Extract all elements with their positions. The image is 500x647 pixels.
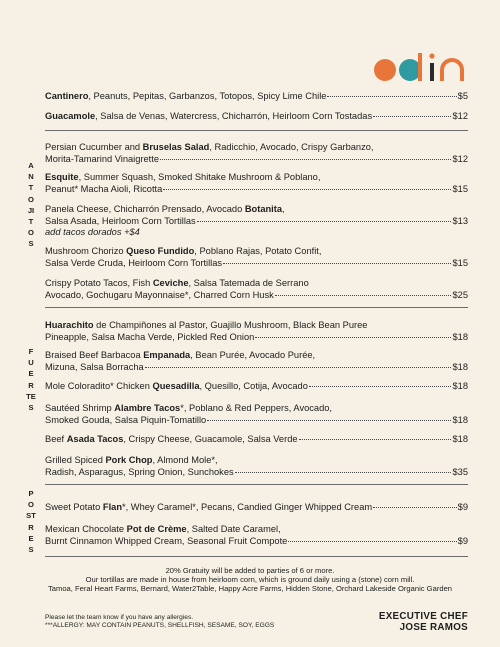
price: $18 [452, 331, 468, 342]
section-divider [45, 556, 468, 557]
dish-name: Empanada [143, 350, 191, 360]
price: $18 [452, 361, 468, 372]
menu-item-pork-chop: Grilled Spiced Pork Chop, Almond Mole*, Radish, Asparagus, Spring Onion, Sunchokes $35 [45, 455, 468, 477]
menu-item-asada-tacos: Beef Asada Tacos, Crispy Cheese, Guacamole, Salsa Verde $18 [45, 434, 468, 444]
price: $13 [452, 215, 468, 226]
section-label-fuertes: FUERTES [26, 347, 36, 413]
price: $5 [457, 91, 468, 101]
dish-name: Pork Chop [105, 455, 153, 465]
chef-title: EXECUTIVE CHEF [378, 611, 468, 622]
menu-item-huarachito: Huarachito de Champiñones al Pastor, Guajillo Mushroom, Black Bean Puree Pineapple, Salsa Macha Verde, Pickled Red Onion $18 [45, 320, 468, 342]
section-label-antojitos: ANTOJITOS [27, 161, 35, 249]
price: $18 [452, 381, 468, 391]
section-label-postres: POSTRES [26, 489, 36, 555]
menu-item-empanada: Braised Beef Barbacoa Empanada, Bean Purée, Avocado Purée, Mizuna, Salsa Borracha $18 [45, 350, 468, 372]
menu-item-ceviche: Crispy Potato Tacos, Fish Ceviche, Salsa Tatemada de Serrano Avocado, Gochugaru Mayonnaise*, Charred Corn Husk $25 [45, 278, 468, 300]
menu-item-pot-de-creme: Mexican Chocolate Pot de Crème, Salted Date Caramel, Burnt Cinnamon Whipped Cream, Seasonal Fruit Compote $9 [45, 524, 468, 546]
logo-letter-n [442, 60, 462, 81]
dish-name: Huarachito [45, 320, 94, 330]
odin-logo [372, 51, 468, 83]
logo-letter-d-bowl [399, 59, 421, 81]
executive-chef [379, 612, 468, 633]
dish-name: Ceviche [152, 278, 189, 288]
tortilla-note: Our tortillas are made in house from heirloom corn, which is ground daily using a (stone) corn mill. [85, 575, 415, 584]
price: $35 [452, 466, 468, 477]
allergy-warning: ***ALLERGY: MAY CONTAIN PEANUTS, SHELLFISH, SESAME, SOY, EGGS [45, 622, 275, 630]
price: $9 [457, 535, 468, 546]
menu-item-queso-fundido: Mushroom Chorizo Queso Fundido, Poblano Rajas, Potato Confit, Salsa Verde Cruda, Heirloom Corn Tortillas $15 [45, 246, 468, 268]
price: $18 [452, 414, 468, 425]
section-divider [45, 130, 468, 131]
section-divider [45, 484, 468, 485]
menu-item-bruselas-salad: Persian Cucumber and Bruselas Salad, Radicchio, Avocado, Crispy Garbanzo, Morita-Tamarind Vinaigrette $12 [45, 142, 468, 164]
dish-name: Guacamole [45, 111, 96, 121]
section-divider [45, 307, 468, 308]
dish-name: Botanita [244, 204, 283, 214]
price: $15 [452, 183, 468, 194]
dish-name: Bruselas Salad [142, 142, 210, 152]
price: $12 [452, 153, 468, 164]
menu-item-quesadilla: Mole Coloradito* Chicken Quesadilla, Quesillo, Cotija, Avocado $18 [45, 381, 468, 391]
price: $15 [452, 257, 468, 268]
dish-name: Quesadilla [152, 381, 200, 391]
dish-name: Cantinero [45, 91, 89, 101]
price: $9 [457, 502, 468, 512]
logo-letter-o [374, 59, 396, 81]
allergy-notice [45, 614, 274, 630]
gratuity-note: 20% Gratuity will be added to parties of 6 or more. [165, 566, 335, 575]
menu-item-flan: Sweet Potato Flan*, Whey Caramel*, Pecans, Candied Ginger Whipped Cream $9 [45, 502, 468, 512]
menu-item-alambre-tacos: Sautéed Shrimp Alambre Tacos*, Poblano & Red Peppers, Avocado, Smoked Gouda, Salsa Piquin-Tomatillo $18 [45, 403, 468, 425]
menu-item-esquite: Esquite, Summer Squash, Smoked Shitake Mushroom & Poblano, Peanut* Macha Aioli, Ricotta $15 [45, 172, 468, 194]
add-on-note: add tacos dorados +$4 [45, 227, 140, 237]
logo-letter-i-dot [429, 53, 434, 58]
dish-name: Alambre Tacos [114, 403, 181, 413]
dish-name: Esquite [45, 172, 79, 182]
logo-letter-i-stem [430, 63, 434, 81]
dish-name: Asada Tacos [66, 434, 124, 444]
farms-list: Tamoa, Feral Heart Farms, Bernard, Water2Table, Happy Acre Farms, Hidden Stone, Orchard Lakeside Organic Garden [47, 584, 453, 593]
menu-item-cantinero: Cantinero, Peanuts, Pepitas, Garbanzos, Totopos, Spicy Lime Chile $5 [45, 91, 468, 101]
menu-item-botanita: Panela Cheese, Chicharrón Prensado, Avocado Botanita, Salsa Asada, Heirloom Corn Tortillas $13 add tacos dorados +$4 [45, 204, 468, 237]
dish-name: Pot de Crème [126, 524, 187, 534]
allergy-request: Please let the team know if you have any allergies. [45, 614, 194, 621]
dish-name: Flan [102, 502, 123, 512]
price: $18 [452, 434, 468, 444]
menu-item-guacamole: Guacamole, Salsa de Venas, Watercress, Chicharrón, Heirloom Corn Tostadas $12 [45, 111, 468, 121]
price: $12 [452, 111, 468, 121]
dish-name: Queso Fundido [126, 246, 195, 256]
price: $25 [452, 289, 468, 300]
chef-name: JOSE RAMOS [399, 621, 468, 633]
logo-letter-d-stem [418, 53, 422, 81]
